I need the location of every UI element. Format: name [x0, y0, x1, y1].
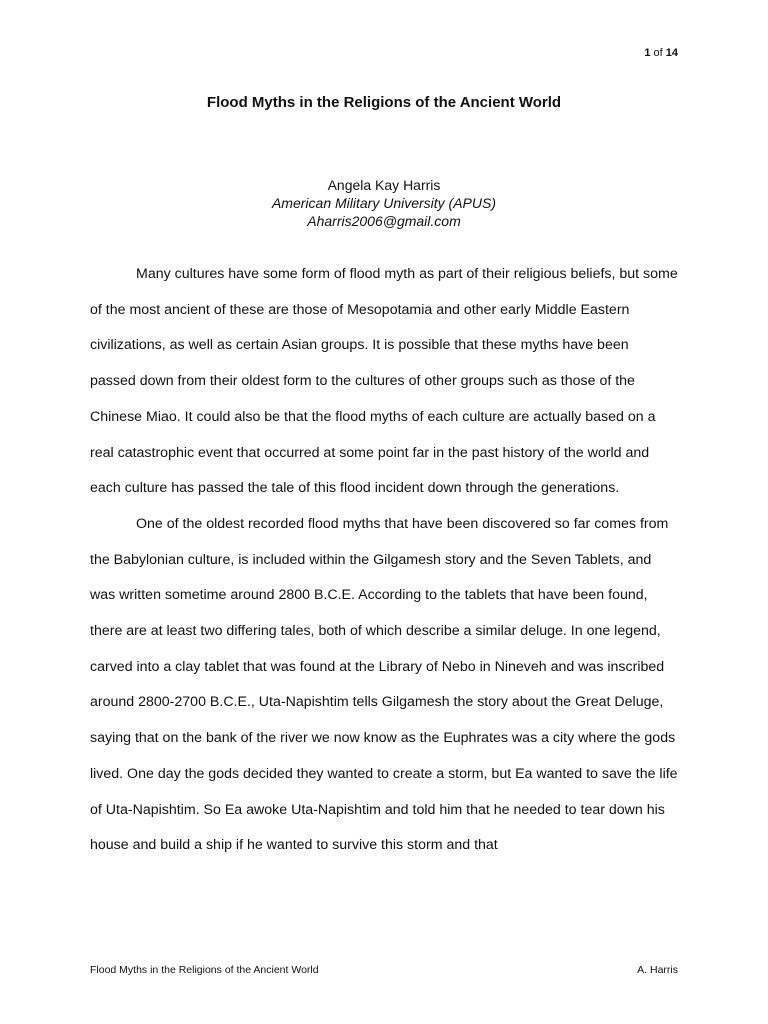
author-block: [0, 176, 768, 230]
page-total: 14: [665, 47, 678, 59]
page-of-label: of: [653, 47, 663, 59]
author-email: Aharris2006@gmail.com: [307, 213, 461, 229]
footer-title: Flood Myths in the Religions of the Ancient World: [90, 964, 319, 976]
author-affiliation: American Military University (APUS): [271, 195, 497, 211]
page-number: [644, 46, 678, 60]
body-paragraph: One of the oldest recorded flood myths that have been discovered so far comes from the Babylonian culture, is included within the Gilgamesh story and the Seven Tablets, and was written sometime around 2800 B.C.E. According to the tablets that have been found, there are at least two differing tales, both of which describe a similar deluge. In one legend, carved into a clay tablet that was found at the Library of Nebo in Nineveh and was inscribed around 2800-2700 B.C.E., Uta-Napishtim tells Gilgamesh the story about the Great Deluge, saying that on the bank of the river we now know as the Euphrates was a city where the gods lived. One day the gods decided they wanted to create a storm, but Ea wanted to save the life of Uta-Napishtim. So Ea awoke Uta-Napishtim and told him that he needed to tear down his house and build a ship if he wanted to survive this storm and that: [90, 515, 678, 854]
footer-author: A. Harris: [637, 964, 678, 976]
page-current: 1: [644, 47, 651, 59]
document-title: Flood Myths in the Religions of the Ancient World: [206, 94, 562, 111]
author-name: Angela Kay Harris: [327, 177, 441, 193]
document-body: [90, 257, 678, 864]
body-paragraph: Many cultures have some form of flood myth as part of their religious beliefs, but some of the most ancient of these are those of Mesopotamia and other early Middle Eastern civilizations, as well as certain Asian groups. It is possible that these myths have been passed down from their oldest form to the cultures of other groups such as those of the Chinese Miao. It could also be that the flood myths of each culture are actually based on a real catastrophic event that occurred at some point far in the past history of the world and each culture has passed the tale of this flood incident down through the generations.: [90, 266, 678, 497]
